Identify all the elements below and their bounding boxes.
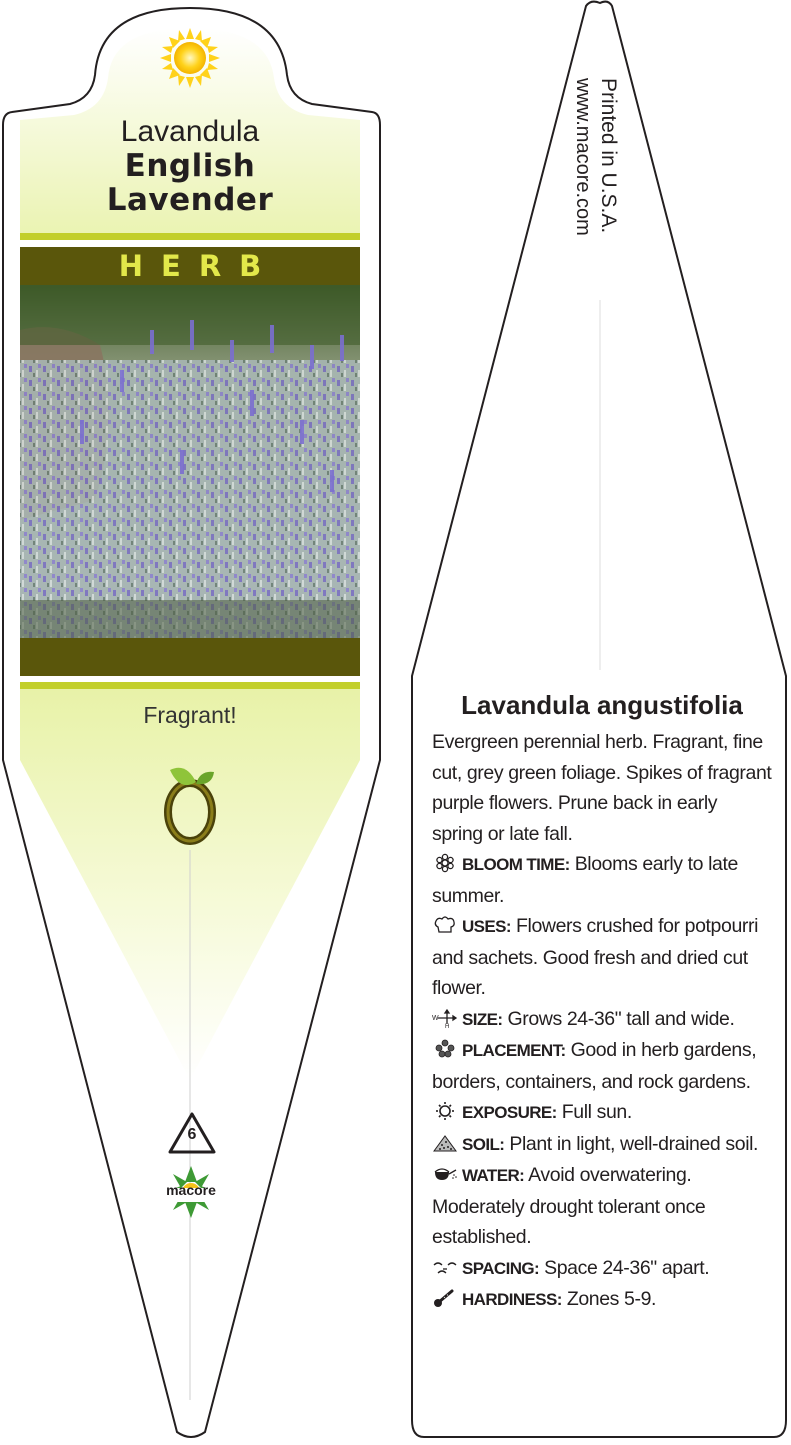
recycle-number: 6: [187, 1126, 197, 1143]
website: www.macore.com: [572, 78, 594, 236]
thermometer-icon: [432, 1287, 458, 1307]
macore-logo: [155, 1162, 227, 1218]
soil-row: [432, 1129, 772, 1161]
common-name-line2: Lavender: [106, 182, 274, 218]
uses-text: Flowers crushed for potpourri and sachets. Good fresh and dried cut flower.: [432, 915, 759, 999]
common-name-line1: English: [124, 148, 256, 184]
botanical-name: Lavandula angustifolia: [461, 690, 743, 720]
spacing-row: [432, 1253, 772, 1285]
soil-text: Plant in light, well-drained soil.: [509, 1132, 759, 1155]
bloom-time-text: Blooms early to late summer.: [432, 853, 738, 907]
size-row: [432, 1004, 772, 1036]
flower-icon: [432, 852, 458, 872]
exposure-text: Full sun.: [561, 1101, 632, 1123]
placement-text: Good in herb gardens, borders, containers, and rock gardens.: [432, 1039, 757, 1093]
size-label: SIZE:: [462, 1009, 503, 1029]
exposure-label: EXPOSURE:: [462, 1103, 557, 1122]
spacing-icon: [432, 1256, 458, 1276]
bloom-time-row: [432, 849, 772, 911]
water-label: WATER:: [462, 1166, 525, 1185]
placement-row: [432, 1035, 772, 1097]
bloom-time-label: BLOOM TIME:: [462, 855, 570, 874]
soil-label: SOIL:: [462, 1134, 505, 1154]
soil-icon: [432, 1132, 458, 1152]
plant-photo: [20, 285, 360, 638]
sun-icon: [160, 28, 220, 88]
exposure-row: [432, 1097, 772, 1129]
recycle-code: [166, 1112, 218, 1162]
sun-icon: [432, 1100, 458, 1120]
spacing-label: SPACING:: [462, 1258, 540, 1278]
water-text: Avoid overwatering. Moderately drought tolerant once established.: [432, 1164, 706, 1248]
tagline: Fragrant!: [143, 702, 237, 728]
plant-info: [432, 690, 772, 1316]
brand-name: macore: [166, 1182, 216, 1198]
hardiness-label: HARDINESS:: [462, 1290, 562, 1309]
svg-text:H: H: [445, 1023, 449, 1028]
watering-can-icon: [432, 1163, 458, 1183]
genus-name: Lavandula: [120, 115, 260, 148]
size-icon: [432, 1007, 458, 1027]
hardiness-row: [432, 1284, 772, 1316]
uses-label: USES:: [462, 917, 511, 936]
placement-icon: [432, 1038, 458, 1058]
hardiness-text: Zones 5-9.: [566, 1288, 657, 1310]
spacing-text: Space 24-36" apart.: [544, 1256, 710, 1279]
printed-in: Printed in U.S.A.: [597, 78, 620, 234]
uses-row: [432, 911, 772, 1004]
size-text: Grows 24-36" tall and wide.: [507, 1007, 735, 1030]
category-label: HERB: [118, 249, 280, 283]
water-row: [432, 1160, 772, 1253]
vertical-print-info: [560, 78, 650, 298]
chef-hat-icon: [432, 914, 458, 934]
svg-text:W: W: [432, 1014, 439, 1022]
description: Evergreen perennial herb. Fragrant, fine cut, grey green foliage. Spikes of fragrant purple flowers. Prune back in early spring or late fall.: [432, 731, 772, 845]
plant-title: [20, 115, 360, 217]
placement-label: PLACEMENT:: [462, 1041, 566, 1060]
